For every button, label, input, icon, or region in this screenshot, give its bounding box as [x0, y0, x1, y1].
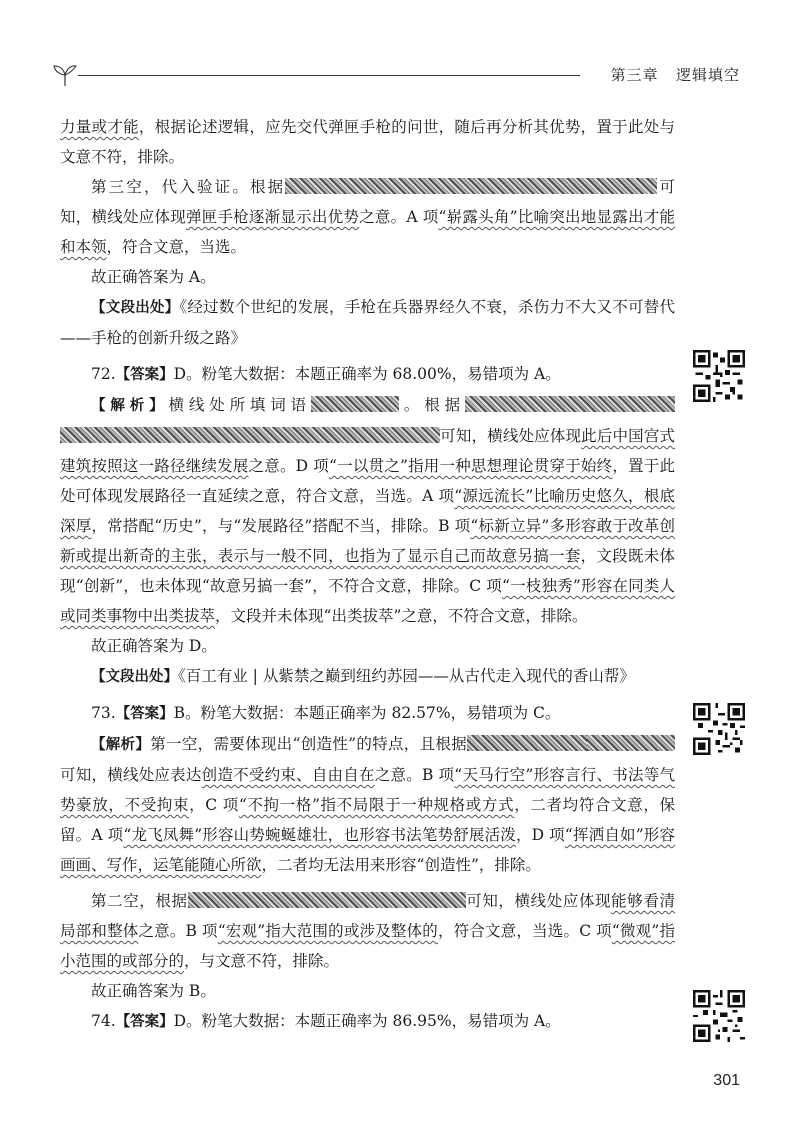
page-number: 301 [713, 1072, 740, 1089]
redacted-text [311, 396, 399, 412]
qr-code-q72[interactable] [693, 350, 745, 402]
q71-third-blank: 第三空，代入验证。根据 可知，横线处应体现弹匣手枪逐渐显示出优势之意。A 项“崭露头角”比喻突出地显露出才能和本领，符合文意，当选。 [60, 178, 675, 256]
q74-answer: 74.【答案】D。粉笔大数据：本题正确率为 86.95%，易错项为 A。 [91, 1012, 561, 1030]
q72-analysis: 【解析】横线处所填词语 。根据可知，横线处应体现此后中国宫式建筑按照这一路径继续发展之意。D 项“一以贯之”指用一种思想理论贯穿于始终，置于此处可体现发展路径一直延续之意，符合文意，当选。A 项“源远流长”比喻历史悠久，根底深厚，常搭配“历史”，与“发展路径”搭配不当，排除。B 项“标新立异”多形容敢于改革创新或提出新奇的主张，表示与一般不同，也指为了显示自己而故意另搞一套，文段既未体现“创新”，也未体现“故意另搞一套”，不符合文意，排除。C 项“一枝独秀”形容在同类人或同类事物中出类拔萃，文段并未体现“出类拔萃”之意，不符合文意，排除。 [60, 396, 675, 625]
q72-answer: 72.【答案】D。粉笔大数据：本题正确率为 68.00%，易错项为 A。 [91, 365, 561, 383]
q73-correct-answer: 故正确答案为 B。 [91, 982, 216, 1000]
chapter-title [611, 64, 740, 85]
page-body [60, 112, 675, 1037]
q72-correct-answer: 故正确答案为 D。 [91, 637, 217, 655]
qr-code-q74[interactable] [693, 990, 745, 1042]
q71-continuation: 力量或才能，根据论述逻辑，应先交代弹匣手枪的问世，随后再分析其优势，置于此处与文意不符，排除。 [60, 118, 675, 166]
redacted-text [587, 735, 675, 751]
redacted-text [465, 396, 675, 412]
chapter-number: 第三章 [610, 66, 659, 84]
q73-analysis-first: 【解析】第一空，需要体现出“创造性”的特点，且根据可知，横线处应表达创造不受约束、自由自在之意。B 项“天马行空”形容言行、书法等气势豪放，不受拘束，C 项“不拘一格”指不局限于一种规格或方式，二者均符合文意，保留。A 项“龙飞凤舞”形容山势蜿蜒雄壮，也形容书法笔势舒展活泼，D 项“挥洒自如”形容画画、写作，运笔能随心所欲，二者均无法用来形容“创造性”，排除。 [60, 735, 675, 874]
redacted-text [467, 735, 587, 751]
redacted-text [285, 178, 657, 194]
redacted-text [188, 892, 466, 908]
section-title: 逻辑填空 [675, 66, 740, 84]
q71-correct-answer: 故正确答案为 A。 [91, 268, 216, 286]
q73-answer: 73.【答案】B。粉笔大数据：本题正确率为 82.57%，易错项为 C。 [91, 704, 561, 722]
q71-source: 【文段出处】《经过数个世纪的发展，手枪在兵器界经久不衰，杀伤力不大又不可替代——手枪的创新升级之路》 [60, 298, 675, 347]
sprout-icon [50, 62, 80, 88]
header-rule [78, 75, 580, 76]
q72-source: 【文段出处】《百工有业 | 从紫禁之巅到纽约苏园——从古代走入现代的香山帮》 [91, 667, 635, 685]
qr-code-q73[interactable] [693, 703, 745, 755]
redacted-text [60, 427, 440, 443]
page-header [50, 62, 750, 88]
q73-analysis-second: 第二空，根据 可知，横线处应体现能够看清局部和整体之意。B 项“宏观”指大范围的或涉及整体的，符合文意，当选。C 项“微观”指小范围的或部分的，与文意不符，排除。 [60, 892, 675, 970]
